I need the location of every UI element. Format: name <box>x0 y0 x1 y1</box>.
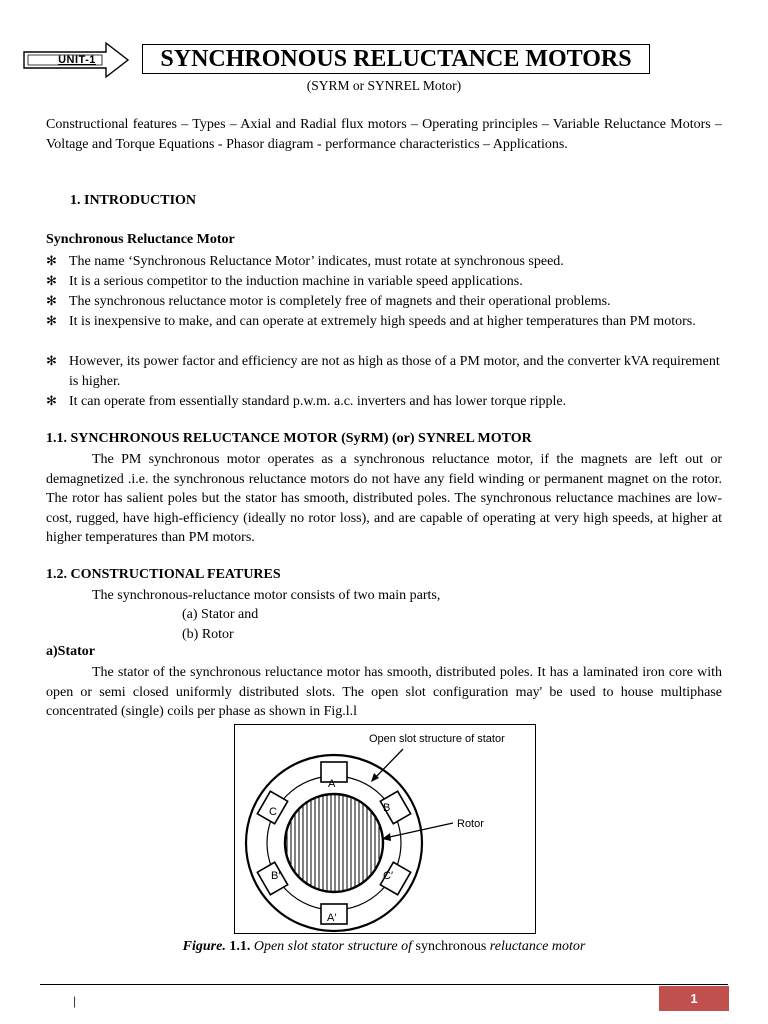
stator-paragraph: The stator of the synchronous reluctance motor has smooth, distributed poles. It has a laminated iron core with open or semi closed uniformly distributed slots. The open slot configuration may' be used to house multiphase concentrated (single) coils per phase as shown in Fig.l.l <box>46 665 722 719</box>
footer-divider <box>40 984 728 985</box>
intro-heading: 1. INTRODUCTION <box>70 193 197 208</box>
syllabus-text: Constructional features – Types – Axial and Radial flux motors – Operating principles – Variable Reluctance Motors – Voltage and Torque Equations - Phasor diagram - performance characteristics – Applications. <box>46 117 722 152</box>
page-title: SYNCHRONOUS RELUCTANCE MOTORS <box>142 44 650 74</box>
section-1-2-heading: 1.2. CONSTRUCTIONAL FEATURES <box>46 567 281 582</box>
stator-callout: Open slot structure of stator <box>369 733 505 745</box>
stator-diagram <box>235 725 535 933</box>
phase-label: B′ <box>271 870 281 882</box>
stator-heading: a)Stator <box>46 644 95 659</box>
page-subtitle: (SYRM or SYNREL Motor) <box>306 78 462 93</box>
intro-subheading: Synchronous Reluctance Motor <box>46 232 235 247</box>
section-1-1-paragraph: The PM synchronous motor operates as a synchronous reluctance motor, if the magnets are left out or demagnetized .i.e. the synchronous reluctance motors do not have any field winding or permanent magnet on the rotor. The rotor has salient poles but the stator has smooth, distributed poles. The synchronous reluctance machines are low-cost, rugged, have high-efficiency (ideally no rotor loss), and are capable of operating at very high speeds, at higher at higher temperatures than PM motors. <box>46 452 722 545</box>
phase-label: B <box>383 802 391 814</box>
part-stator: (a) Stator and <box>182 607 259 622</box>
bullet-star-icon: ✻ <box>46 314 57 329</box>
bullet-star-icon: ✻ <box>46 394 57 409</box>
phase-label: C′ <box>383 870 394 882</box>
section-1-1-heading: 1.1. SYNCHRONOUS RELUCTANCE MOTOR (SyRM) (or) SYNREL MOTOR <box>46 431 532 446</box>
bullet-star-icon: ✻ <box>46 354 57 369</box>
rotor-callout: Rotor <box>457 818 484 830</box>
phase-label: A <box>328 778 336 790</box>
rotor-lamination <box>283 791 385 895</box>
figure-caption: Figure. 1.1. Open slot stator structure of synchronous reluctance motor <box>182 939 586 954</box>
unit-badge <box>22 42 130 78</box>
bullet-star-icon: ✻ <box>46 294 57 309</box>
bullet-star-icon: ✻ <box>46 274 57 289</box>
page-number-badge: 1 <box>659 986 729 1011</box>
section-1-2-intro: The synchronous-reluctance motor consists of two main parts, <box>92 588 441 603</box>
phase-label: C <box>269 806 277 818</box>
part-rotor: (b) Rotor <box>182 627 234 642</box>
stator-figure <box>234 724 536 934</box>
footer-separator: | <box>73 994 77 1008</box>
phase-label: A′ <box>327 912 337 924</box>
bullet-star-icon: ✻ <box>46 254 57 269</box>
unit-label: UNIT-1 <box>58 54 96 66</box>
